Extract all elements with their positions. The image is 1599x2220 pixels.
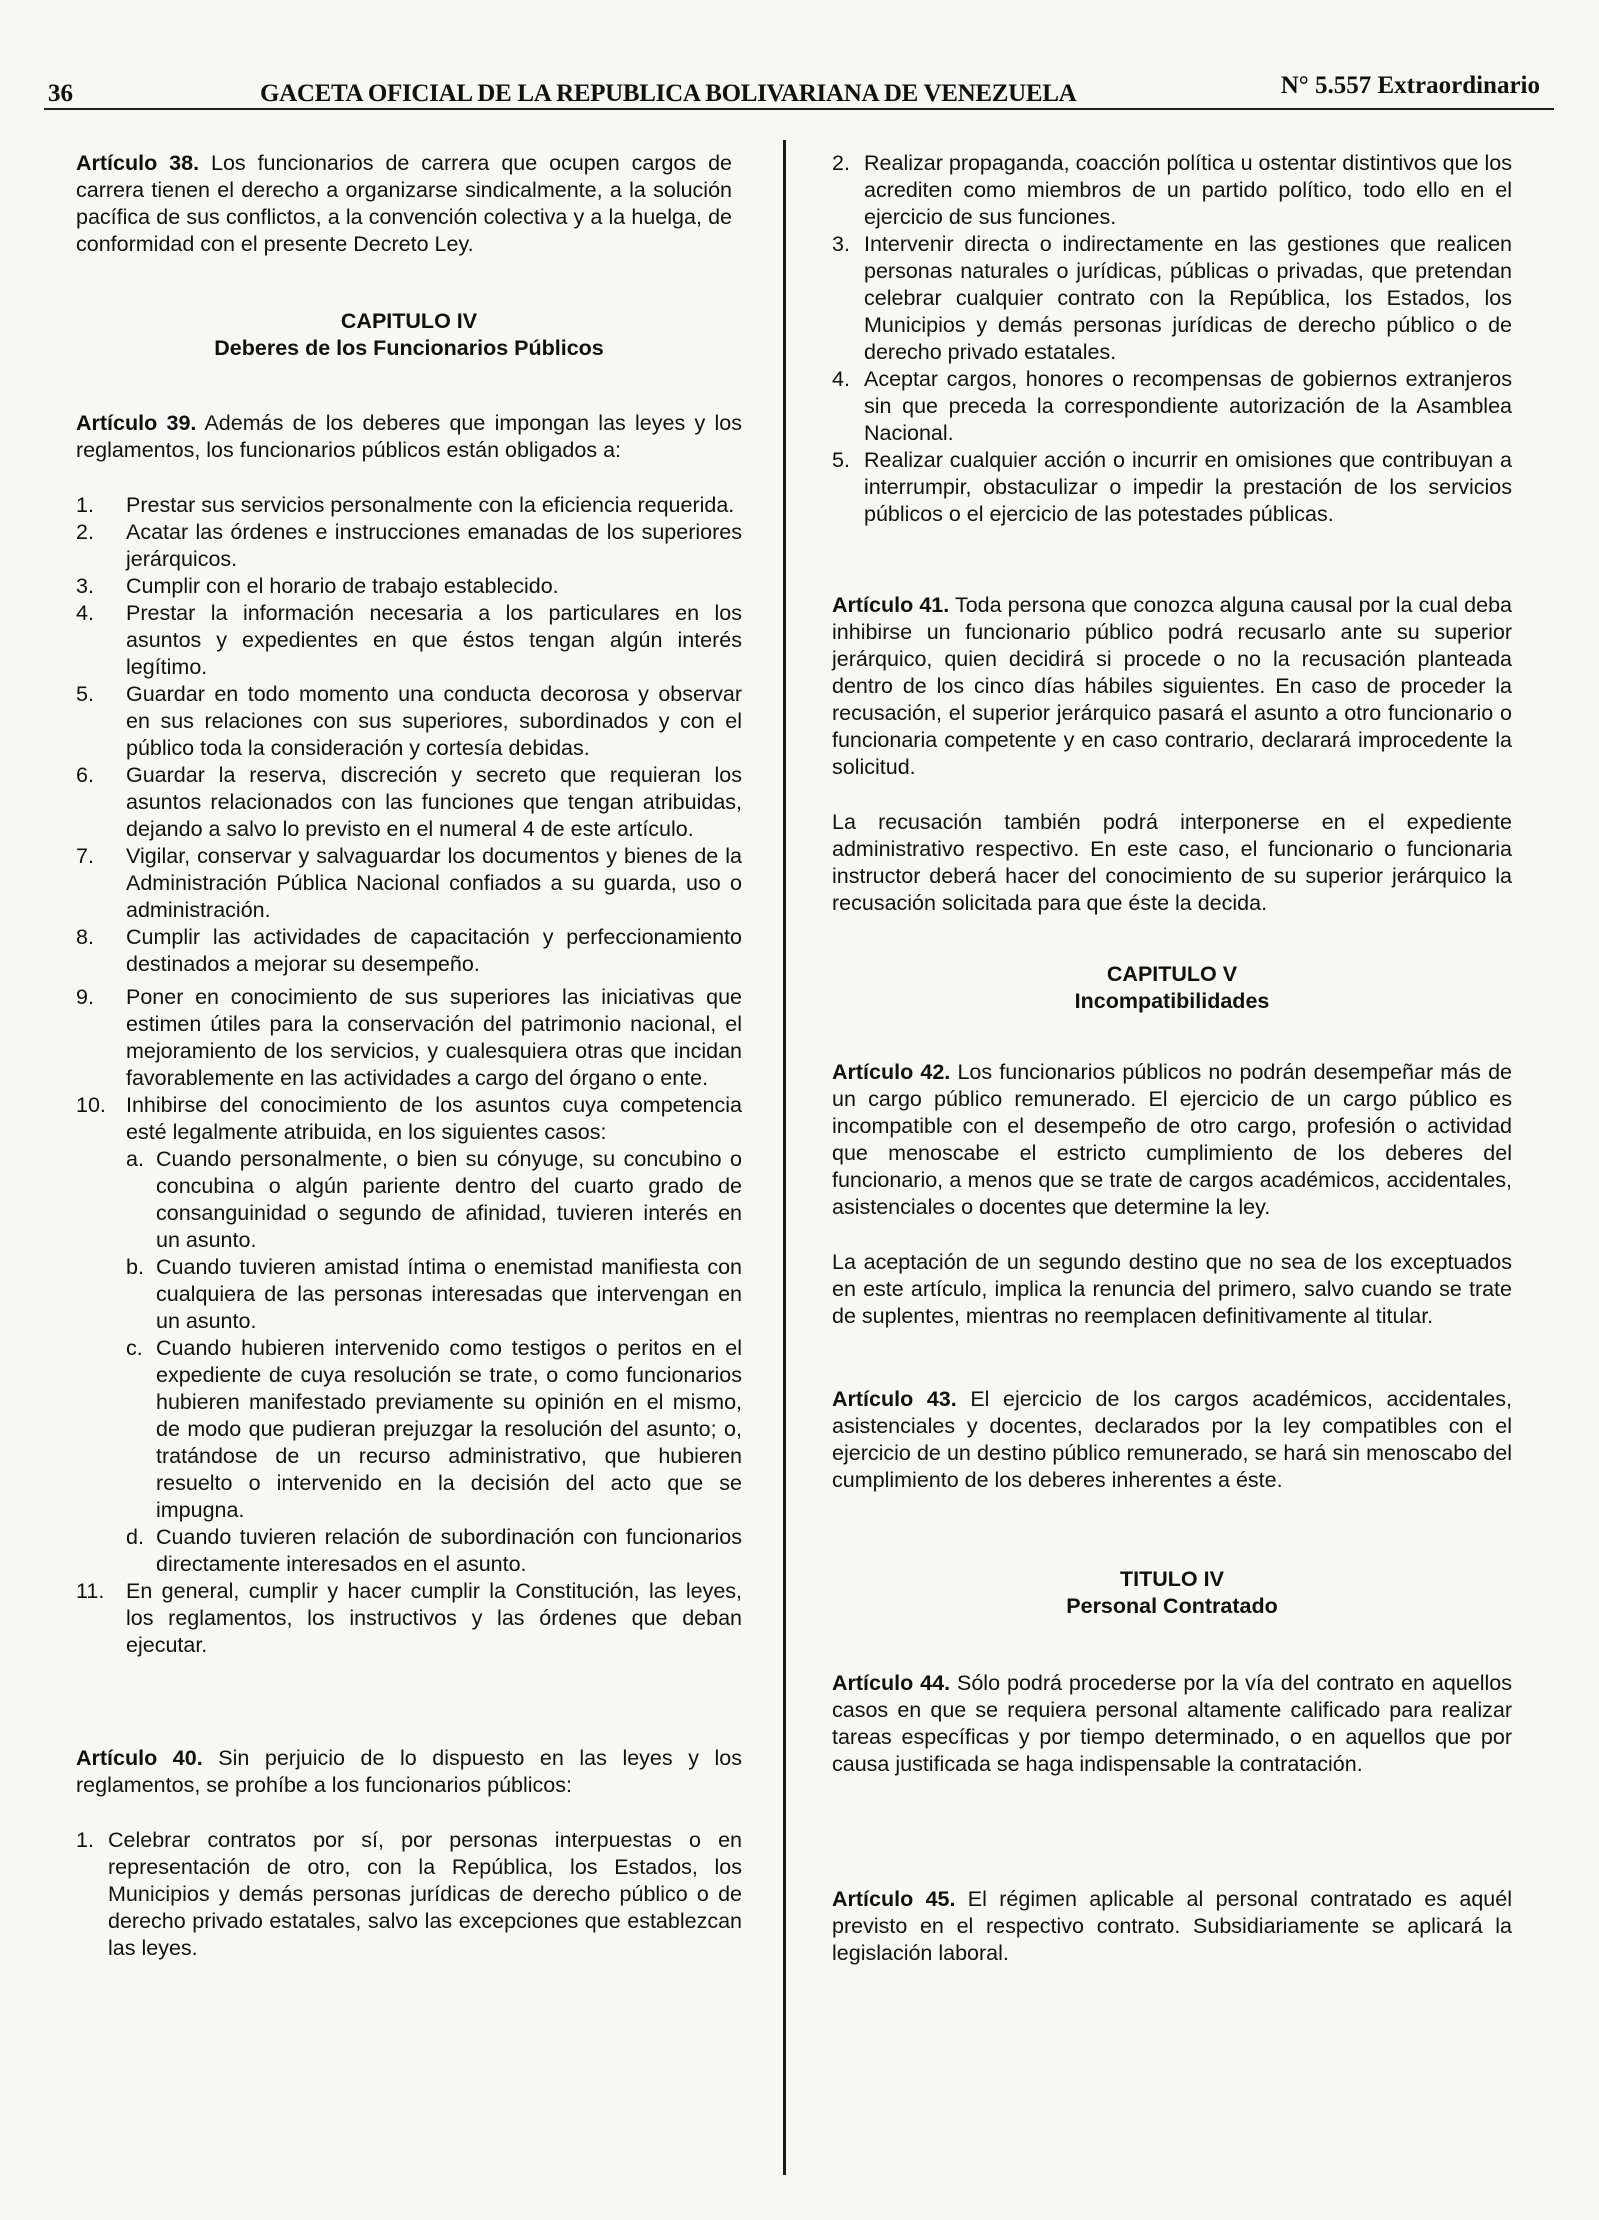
article-label: Artículo 44. [832,1671,951,1695]
article-text: Sólo podrá procederse por la vía del contrato en aquellos casos en que se requiera personal altamente calificado para realizar tareas específicas y por tiempo determinado, o en aquellos que por causa justificada se haga indispensable la contratación. [832,1671,1512,1776]
item-number: 2. [76,520,94,544]
title-4-heading [832,1566,1512,1620]
article-40-list-continued [832,150,1512,528]
item-text: Guardar en todo momento una conducta decorosa y observar en sus relaciones con sus superiores, subordinados y con el público toda la consideración y cortesía debidas. [126,682,742,760]
article-39-list [76,492,742,1659]
sub-item-text: Cuando tuvieren amistad íntima o enemistad manifiesta con cualquiera de las personas interesadas que intervengan en un asunto. [156,1255,742,1333]
article-42-paragraph-2: La aceptación de un segundo destino que no sea de los exceptuados en este artículo, implica la renuncia del primero, salvo cuando se trate de suplentes, mientras no reemplacen definitivamente al titular. [832,1250,1512,1328]
item-number: 11. [76,1579,105,1603]
item-text: Aceptar cargos, honores o recompensas de gobiernos extranjeros sin que preceda la correspondiente autorización de la Asamblea Nacional. [864,367,1512,445]
article-label: Artículo 38. [76,151,200,175]
item-number: 10. [76,1093,106,1117]
article-label: Artículo 43. [832,1387,957,1411]
article-label: Artículo 39. [76,411,197,435]
sub-item-letter: c. [126,1336,143,1360]
list-item [76,600,742,681]
list-item [76,492,742,519]
item-text: Inhibirse del conocimiento de los asuntos cuya competencia esté legalmente atribuida, en los siguientes casos: [126,1093,742,1144]
sub-item [126,1146,742,1254]
sub-item-letter: a. [126,1147,144,1171]
article-label: Artículo 42. [832,1060,951,1084]
item-number: 8. [76,925,94,949]
sub-item-letter: d. [126,1525,144,1549]
item-text: Guardar la reserva, discreción y secreto que requieran los asuntos relacionados con las funciones que tengan atribuidas, dejando a salvo lo previsto en el numeral 4 de este artículo. [126,763,742,841]
sub-item-text: Cuando personalmente, o bien su cónyuge, su concubino o concubina o algún pariente dentro del cuarto grado de consanguinidad o segundo de afinidad, tuvieren interés en un asunto. [156,1147,742,1252]
item-number: 6. [76,763,94,787]
item-number: 1. [76,1828,94,1852]
item-number: 7. [76,844,94,868]
list-item [76,681,742,762]
item-number: 9. [76,985,94,1009]
inhibition-cases [126,1146,742,1578]
sub-item-letter: b. [126,1255,144,1279]
list-item [76,573,742,600]
list-item [76,1578,742,1659]
list-item [76,1827,742,1962]
list-item [832,231,1512,366]
issue-number: N° 5.557 Extraordinario [1280,72,1540,99]
sub-item-text: Cuando hubieren intervenido como testigos o peritos en el expediente de cuya resolución se trate, o como funcionarios hubieren manifestado previamente su opinión en el mismo, de modo que pudieran prejuzgar la resolución del asunto; o, tratándose de un recurso administrativo, que hubieren resuelto o intervenido en la decisión del acto que se impugna. [156,1336,742,1522]
item-text: Vigilar, conservar y salvaguardar los documentos y bienes de la Administración Pública Nacional confiados a su guarda, uso o administración. [126,844,742,922]
article-40 [76,1745,742,1799]
article-text: El ejercicio de los cargos académicos, accidentales, asistenciales y docentes, declarados por la ley compatibles con el ejercicio de un destino público remunerado, se hará sin menoscabo del cumplimiento de los deberes inherentes a éste. [832,1387,1512,1492]
article-41 [832,592,1512,781]
article-label: Artículo 45. [832,1887,956,1911]
left-column [76,150,742,1962]
sub-item [126,1524,742,1578]
list-item [76,843,742,924]
title-heading: TITULO IV [1120,1567,1224,1591]
item-number: 4. [76,601,94,625]
article-label: Artículo 41. [832,593,950,617]
item-text: Acatar las órdenes e instrucciones emanadas de los superiores jerárquicos. [126,520,742,571]
list-item [76,1092,742,1578]
item-number: 5. [76,682,94,706]
item-text: Celebrar contratos por sí, por personas interpuestas o en representación de otro, con la República, los Estados, los Municipios y demás personas jurídicas de derecho público o de derecho privado estatales, salvo las excepciones que establezcan las leyes. [108,1828,742,1960]
article-45 [832,1886,1512,1967]
gazette-header [44,66,1554,110]
article-text: Los funcionarios de carrera que ocupen cargos de carrera tienen el derecho a organizarse sindicalmente, a la solución pacífica de sus conflictos, a la convención colectiva y a la huelga, de conformidad con el presente Decreto Ley. [76,151,732,256]
list-item [832,447,1512,528]
article-label: Artículo 40. [76,1746,203,1770]
article-text: El régimen aplicable al personal contratado es aquél previsto en el respectivo contrato. Subsidiariamente se aplicará la legislación laboral. [832,1887,1512,1965]
item-number: 2. [832,151,850,175]
article-40-list [76,1827,742,1962]
list-item [76,984,742,1092]
article-text: Además de los deberes que impongan las leyes y los reglamentos, los funcionarios públicos están obligados a: [76,411,742,462]
sub-item [126,1335,742,1524]
item-number: 4. [832,367,850,391]
item-text: Realizar propaganda, coacción política u ostentar distintivos que los acrediten como miembros de un partido político, todo ello en el ejercicio de sus funciones. [864,151,1512,229]
gazette-title: GACETA OFICIAL DE LA REPUBLICA BOLIVARIANA DE VENEZUELA [260,80,1077,107]
title-subtitle: Personal Contratado [1066,1594,1278,1618]
page-number: 36 [48,80,73,107]
item-number: 5. [832,448,850,472]
list-item [832,150,1512,231]
item-text: Cumplir con el horario de trabajo establecido. [126,574,559,598]
item-number: 3. [832,232,850,256]
list-item [76,924,742,978]
article-44 [832,1670,1512,1778]
column-divider [783,140,786,2175]
article-43 [832,1386,1512,1494]
article-39 [76,410,742,464]
list-item [832,366,1512,447]
item-text: En general, cumplir y hacer cumplir la Constitución, las leyes, los reglamentos, los instructivos y las órdenes que deban ejecutar. [126,1579,742,1657]
article-text: Toda persona que conozca alguna causal por la cual deba inhibirse un funcionario público podrá recusarlo ante su superior jerárquico, quien decidirá si procede o no la recusación planteada dentro de los cinco días hábiles siguientes. En caso de proceder la recusación, el superior jerárquico pasará el asunto a otro funcionario o funcionaria competente y en caso contrario, declarará improcedente la solicitud. [832,593,1513,779]
item-number: 1. [76,493,94,517]
chapter-5-heading [832,961,1512,1015]
article-42 [832,1059,1512,1221]
item-text: Cumplir las actividades de capacitación y perfeccionamiento destinados a mejorar su desempeño. [126,925,742,976]
article-text: Los funcionarios públicos no podrán desempeñar más de un cargo público remunerado. El ejercicio de un cargo público es incompatible con el desempeño de otro cargo, profesión o actividad que menoscabe el estricto cumplimiento de los deberes del funcionario, a menos que se trate de cargos académicos, accidentales, asistenciales o docentes que determine la ley. [832,1060,1512,1219]
article-38 [76,150,742,258]
list-item [76,519,742,573]
article-text: Sin perjuicio de lo dispuesto en las leyes y los reglamentos, se prohíbe a los funcionarios públicos: [76,1746,742,1797]
item-text: Prestar la información necesaria a los particulares en los asuntos y expedientes en que éstos tengan algún interés legítimo. [126,601,742,679]
sub-item-text: Cuando tuvieren relación de subordinación con funcionarios directamente interesados en el asunto. [156,1525,742,1576]
article-41-paragraph-2: La recusación también podrá interponerse en el expediente administrativo respectivo. En este caso, el funcionario o funcionaria instructor deberá hacer del conocimiento de su superior jerárquico la recusación solicitada para que éste la decida. [832,810,1512,915]
chapter-title: CAPITULO V [1106,962,1238,986]
chapter-title: CAPITULO IV [340,309,478,333]
list-item [76,762,742,843]
item-text: Poner en conocimiento de sus superiores las iniciativas que estimen útiles para la conservación del patrimonio nacional, el mejoramiento de los servicios, y cualesquiera otras que incidan favorablemente en las actividades a cargo del órgano o ente. [126,985,742,1090]
right-column [832,150,1512,1967]
chapter-4-heading [76,308,742,362]
chapter-subtitle: Deberes de los Funcionarios Públicos [214,336,604,360]
item-text: Realizar cualquier acción o incurrir en omisiones que contribuyan a interrumpir, obstaculizar o impedir la prestación de los servicios públicos o el ejercicio de las potestades públicas. [864,448,1512,526]
chapter-subtitle: Incompatibilidades [1074,989,1270,1013]
item-text: Intervenir directa o indirectamente en las gestiones que realicen personas naturales o jurídicas, públicas o privadas, que pretendan celebrar cualquier contrato con la República, los Estados, los Municipios y demás personas jurídicas de derecho público o de derecho privado estatales. [864,232,1512,364]
item-text: Prestar sus servicios personalmente con la eficiencia requerida. [126,493,735,517]
sub-item [126,1254,742,1335]
item-number: 3. [76,574,94,598]
